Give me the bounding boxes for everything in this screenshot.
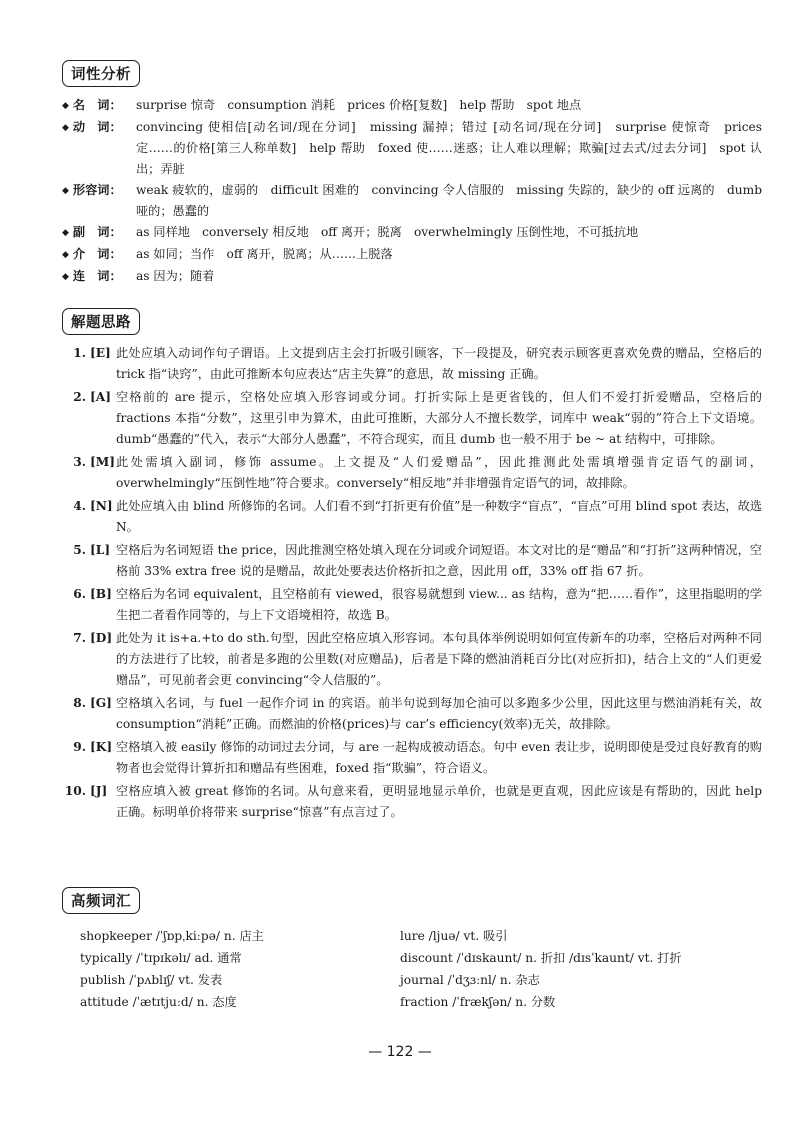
pos-row: ◆ 连 词： as 因为；随着 [62,269,215,283]
vocab-list-left [80,925,380,1013]
pos-row: ◆ 介 词： as 如同；当作 off 离开，脱离；从……上脱落 [62,247,393,261]
vocab-item: lure /ljuə/ vt. 吸引 [400,929,508,943]
answer-item: 2. [A] 空格前的 are 提示，空格处应填入形容词或分词。打折实际上是更省钱的，但人们不爱打折爱赠品，空格后的 fractions 本指“分数”，这里引申为算术，由此可推断，大部分人不擅长数学，词库中 weak“弱的”符合上下文语境。dumb“愚蠢的”代入，表示“大部分人愚蠢”，不符合现实，而且 dumb 也一般不用于 be ~ at 结构中，可排除。 [73,390,762,446]
vocab-item: journal /ˈdʒɜːnl/ n. 杂志 [400,973,540,987]
answer-item: 7. [D] 此处为 it is+a.+to do sth.句型，因此空格应填入形容词。本句具体举例说明如何宣传新车的功率，空格后对两种不同的方法进行了比较，前者是多跑的公里数(对应赠品)，后者是下降的燃油消耗百分比(对应折扣)，结合上文的“人们更爱赠品”，可见前者会更 convincing“令人信服的”。 [73,631,762,687]
vocab-list-right [400,925,740,1013]
section-title-vocab: 高频词汇 [62,887,140,914]
vocab-item: discount /ˈdɪskaunt/ n. 折扣 /dɪsˈkaunt/ vt. 打折 [400,951,682,965]
diamond-bullet-icon: ◆ [62,186,69,196]
section-title-solution: 解题思路 [62,308,140,335]
answer-item: 10. [J] 空格应填入被 great 修饰的名词。从句意来看，更明显地显示单价，也就是更直观，因此应该是有帮助的，因此 help 正确。标明单价将带来 surprise“惊喜”有点言过了。 [64,784,762,819]
diamond-bullet-icon: ◆ [62,272,69,282]
answer-list [62,343,762,825]
pos-row: ◆ 副 词： as 同样地 conversely 相反地 off 离开；脱离 overwhelmingly 压倒性地，不可抵抗地 [62,225,639,239]
answer-item: 3. [M] 此处需填入副词，修饰 assume。上文提及“人们爱赠品”，因此推测此处需填增强肯定语气的副词，overwhelmingly“压倒性地”符合要求。conversely“相反地”并非增强肯定语气的词，故排除。 [73,455,762,490]
diamond-bullet-icon: ◆ [62,101,69,111]
vocab-item: publish /ˈpʌblɪʃ/ vt. 发表 [80,973,223,987]
vocab-item: shopkeeper /ˈʃɒpˌkiːpə/ n. 店主 [80,929,264,943]
pos-row: ◆ 名 词： surprise 惊奇 consumption 消耗 prices 价格[复数] help 帮助 spot 地点 [62,98,582,112]
answer-item: 5. [L] 空格后为名词短语 the price，因此推测空格处填入现在分词或介词短语。本文对比的是“赠品”和“打折”这两种情况，空格前 33% extra free 说的是赠品，故此处要表达价格折扣之意，因此用 off，33% off 指 67 折。 [73,543,762,578]
vocab-item: typically /ˈtɪpɪkəlɪ/ ad. 通常 [80,951,242,965]
section-title-pos: 词性分析 [62,60,140,87]
pos-row: ◆ 形容词： weak 疲软的，虚弱的 difficult 困难的 convincing 令人信服的 missing 失踪的，缺少的 off 远离的 dumb 哑的；愚蠢的 [62,183,762,218]
page-number: — 122 — [368,1044,432,1060]
answer-item: 6. [B] 空格后为名词 equivalent，且空格前有 viewed，很容易就想到 view... as 结构，意为“把……看作”，这里指聪明的学生把二者看作同等的，与上下文语境相符，故选 B。 [73,587,762,622]
vocab-item: fraction /ˈfrækʃən/ n. 分数 [400,995,556,1009]
pos-row: ◆ 动 词： convincing 使相信[动名词/现在分词] missing 漏掉；错过 [动名词/现在分词] surprise 使惊奇 prices 定……的价格[第三人称单数] help 帮助 foxed 使……迷惑；让人难以理解；欺骗[过去式/过去分词] spot 认出；弄脏 [62,120,762,176]
pos-analysis-list [62,95,762,288]
answer-item: 4. [N] 此处应填入由 blind 所修饰的名词。人们看不到“打折更有价值”是一种数字“盲点”，“盲点”可用 blind spot 表达，故选 N。 [73,499,762,534]
diamond-bullet-icon: ◆ [62,123,69,133]
diamond-bullet-icon: ◆ [62,228,69,238]
answer-item: 9. [K] 空格填入被 easily 修饰的动词过去分词，与 are 一起构成被动语态。句中 even 表让步，说明即使是受过良好教育的购物者也会觉得计算折扣和赠品有些困难，foxed 指“欺骗”，符合语义。 [73,740,762,775]
answer-item: 1. [E] 此处应填入动词作句子谓语。上文提到店主会打折吸引顾客，下一段提及，研究表示顾客更喜欢免费的赠品，空格后的 trick 指“诀窍”，由此可推断本句应表达“店主失算”的意思，故 missing 正确。 [73,346,762,381]
vocab-item: attitude /ˈætɪtjuːd/ n. 态度 [80,995,237,1009]
answer-item: 8. [G] 空格填入名词，与 fuel 一起作介词 in 的宾语。前半句说到每加仑油可以多跑多少公里，因此这里与燃油消耗有关，故 consumption“消耗”正确。而燃油的价格(prices)与 car’s efficiency(效率)无关，故排除。 [73,696,762,731]
diamond-bullet-icon: ◆ [62,250,69,260]
